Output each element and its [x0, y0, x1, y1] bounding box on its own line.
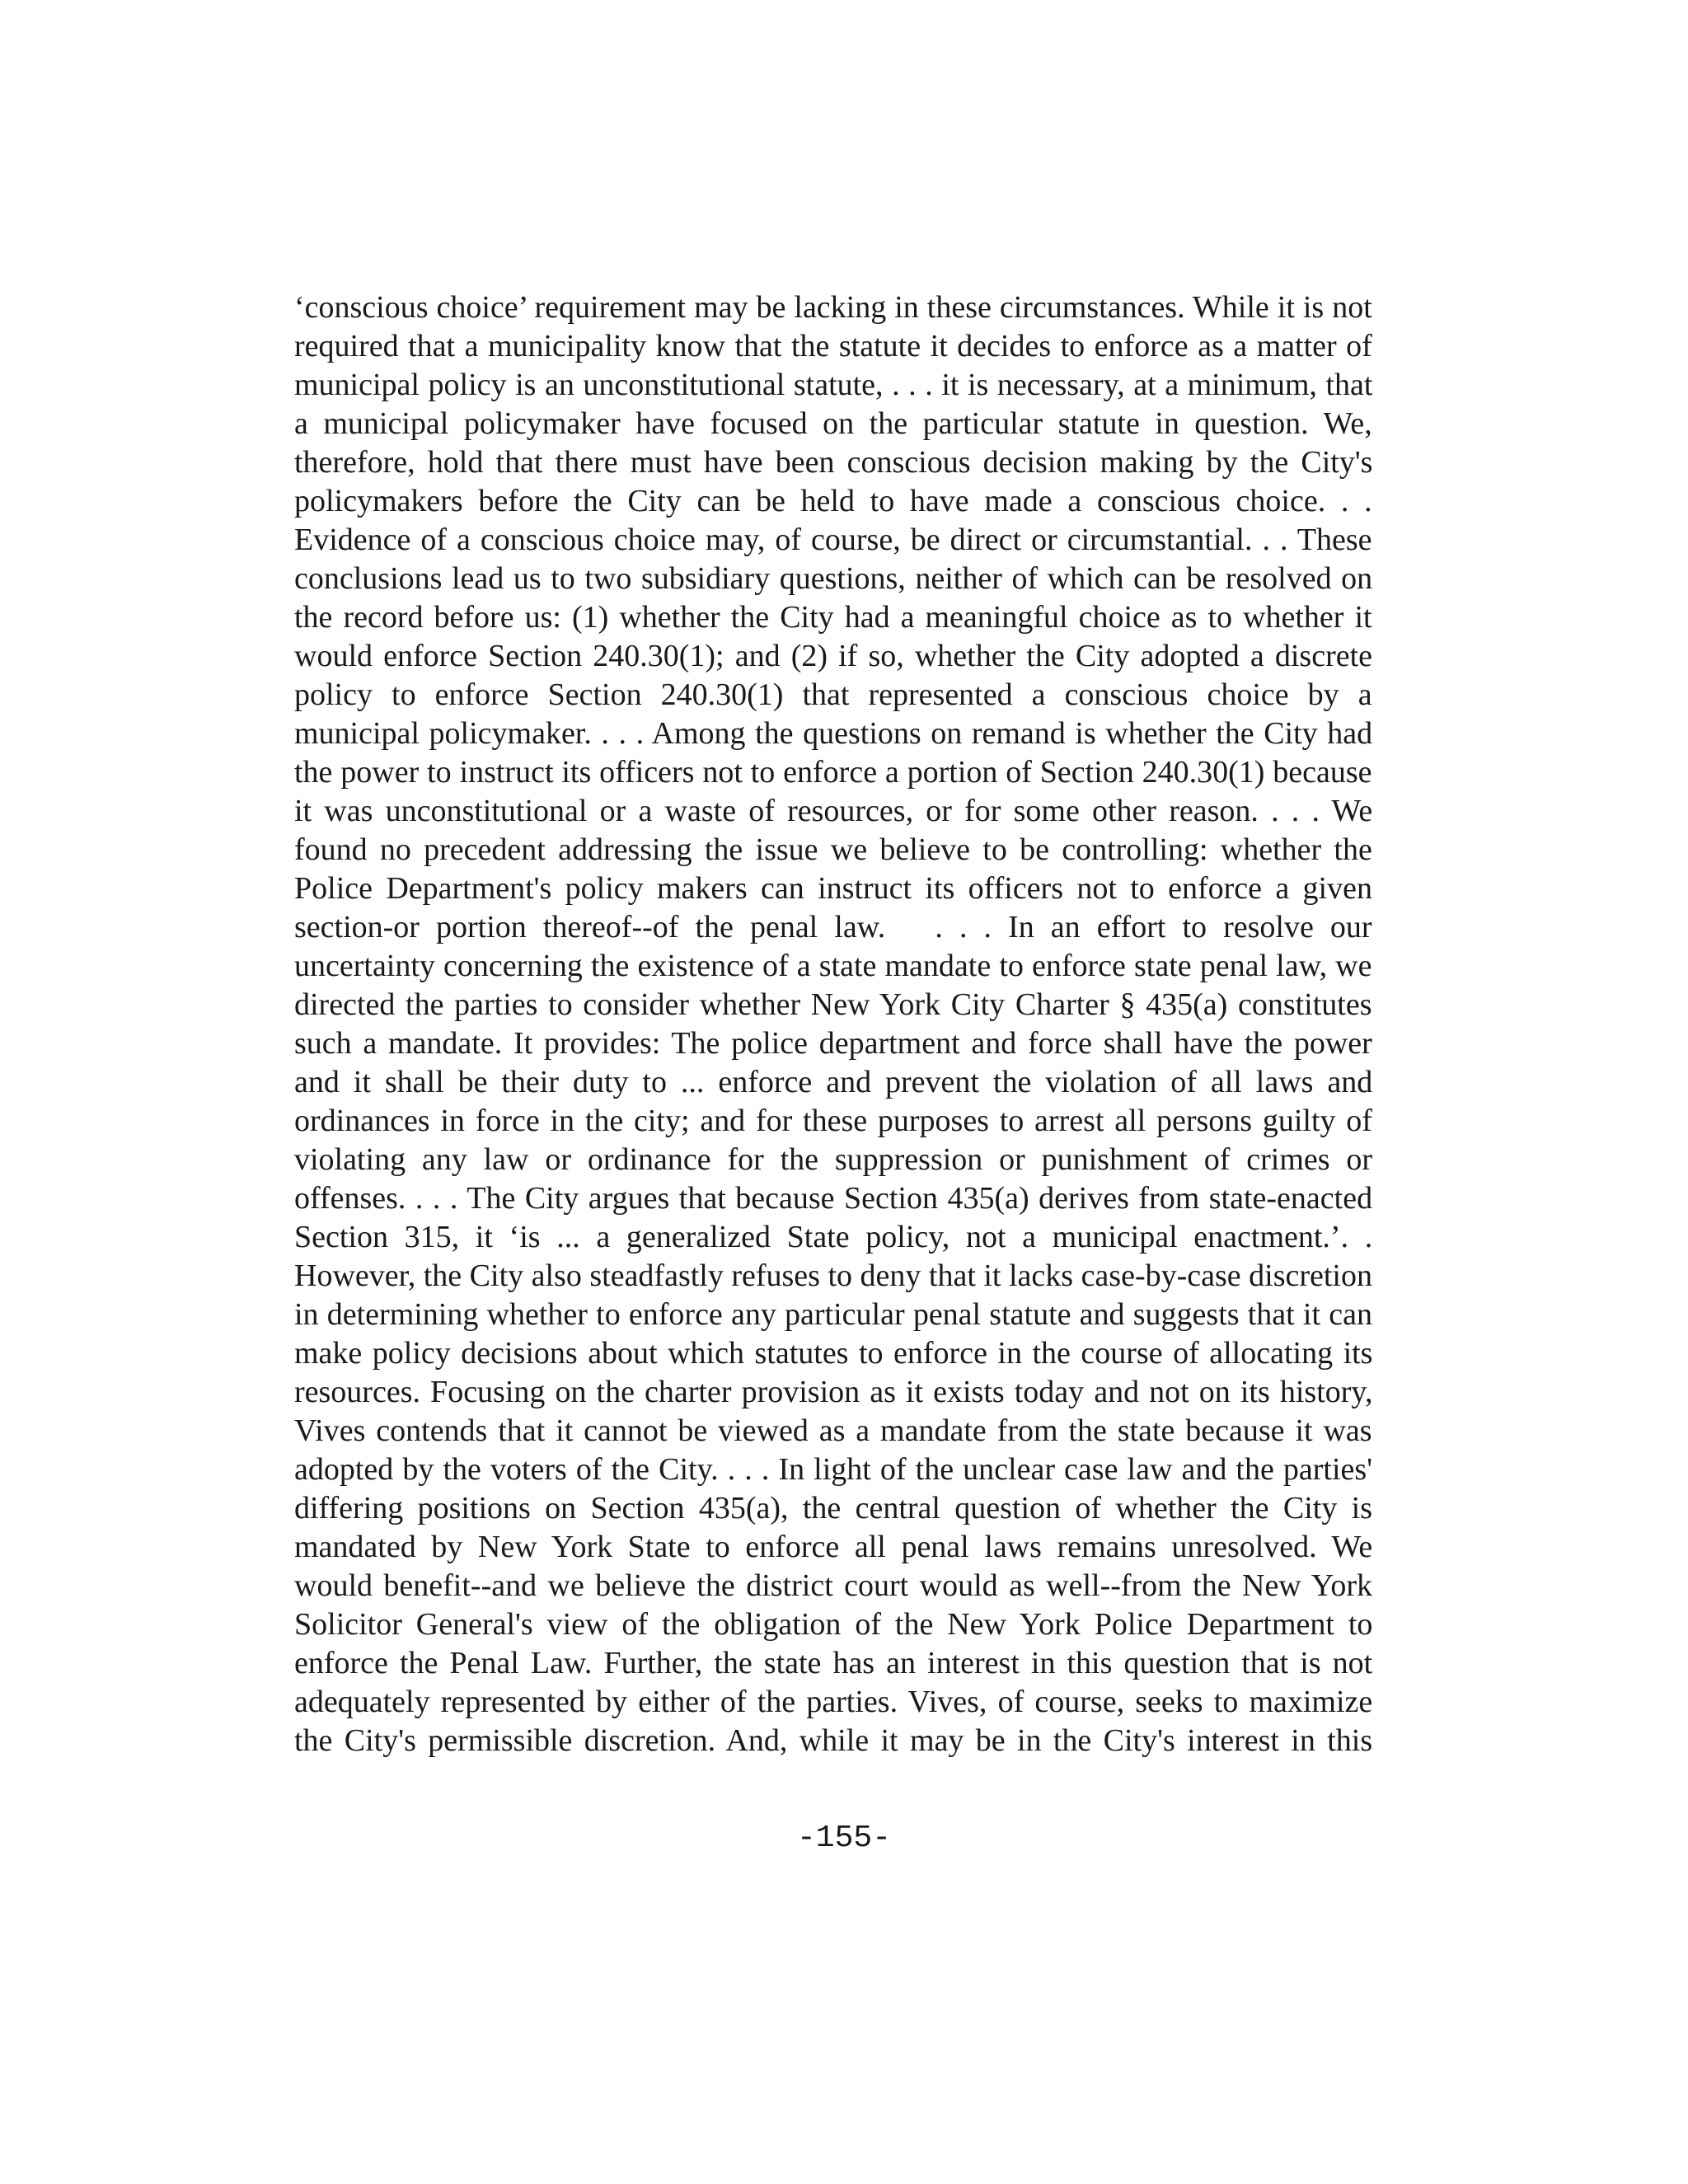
text-line: found no precedent addressing the issue we believe to be controlling: whether the: [294, 832, 1372, 867]
text-line: adopted by the voters of the City. . . . In light of the unclear case law and the parties': [294, 1452, 1373, 1487]
text-line: would enforce Section 240.30(1); and (2) if so, whether the City adopted a discrete: [294, 639, 1373, 673]
text-line: conclusions lead us to two subsidiary questions, neither of which can be resolved on: [294, 561, 1373, 596]
text-line: Vives contends that it cannot be viewed as a mandate from the state because it was: [294, 1413, 1372, 1448]
text-line: policymakers before the City can be held to have made a conscious choice. . .: [294, 484, 1372, 518]
text-line: enforce the Penal Law. Further, the state has an interest in this question that is not: [294, 1646, 1373, 1680]
text-line: the record before us: (1) whether the City had a meaningful choice as to whether it: [294, 600, 1372, 635]
text-line: a municipal policymaker have focused on the particular statute in question. We,: [294, 406, 1372, 441]
text-line: offenses. . . . The City argues that because Section 435(a) derives from state-enacted: [294, 1181, 1373, 1216]
text-line: policy to enforce Section 240.30(1) that represented a conscious choice by a: [294, 677, 1372, 712]
text-line: in determining whether to enforce any particular penal statute and suggests that it can: [294, 1297, 1372, 1332]
text-line: mandated by New York State to enforce all penal laws remains unresolved. We: [294, 1530, 1373, 1564]
text-line: municipal policy is an unconstitutional statute, . . . it is necessary, at a minimum, that: [294, 368, 1373, 402]
text-line: However, the City also steadfastly refuses to deny that it lacks case-by-case discretion: [294, 1258, 1372, 1293]
page-number: -155-: [796, 1821, 892, 1856]
text-line: such a mandate. It provides: The police department and force shall have the power: [294, 1026, 1372, 1061]
text-line: differing positions on Section 435(a), the central question of whether the City is: [294, 1491, 1372, 1526]
text-line: the power to instruct its officers not to enforce a portion of Section 240.30(1) because: [294, 755, 1372, 790]
text-line: Police Department's policy makers can instruct its officers not to enforce a given: [294, 871, 1372, 906]
text-line: Evidence of a conscious choice may, of course, be direct or circumstantial. . . These: [294, 523, 1372, 557]
text-line: directed the parties to consider whether New York City Charter § 435(a) constitutes: [294, 987, 1372, 1022]
text-line: adequately represented by either of the parties. Vives, of course, seeks to maximize: [294, 1685, 1373, 1719]
text-line: resources. Focusing on the charter provision as it exists today and not on its history,: [294, 1375, 1373, 1409]
text-line: required that a municipality know that the statute it decides to enforce as a matter of: [294, 329, 1372, 363]
text-line: the City's permissible discretion. And, while it may be in the City's interest in this: [294, 1723, 1373, 1758]
text-line: make policy decisions about which statutes to enforce in the course of allocating its: [294, 1336, 1373, 1371]
text-line: uncertainty concerning the existence of a state mandate to enforce state penal law, we: [294, 949, 1372, 983]
text-line: ‘conscious choice’ requirement may be lacking in these circumstances. While it is not: [294, 290, 1372, 325]
text-line: Solicitor General's view of the obligation of the New York Police Department to: [294, 1607, 1373, 1642]
text-line: violating any law or ordinance for the suppression or punishment of crimes or: [294, 1142, 1373, 1177]
text-line: would benefit--and we believe the district court would as well--from the New York: [294, 1568, 1373, 1603]
text-line: section-or portion thereof--of the penal law. . . . In an effort to resolve our: [294, 910, 1372, 944]
text-line: Section 315, it ‘is ... a generalized State policy, not a municipal enactment.’. .: [294, 1220, 1373, 1254]
text-line: ordinances in force in the city; and for these purposes to arrest all persons guilty of: [294, 1104, 1372, 1138]
body-text: [294, 288, 1372, 1760]
text-line: it was unconstitutional or a waste of resources, or for some other reason. . . . We: [294, 794, 1373, 828]
text-line: and it shall be their duty to ... enforce and prevent the violation of all laws and: [294, 1065, 1373, 1099]
text-line: therefore, hold that there must have been conscious decision making by the City's: [294, 445, 1373, 480]
text-line: municipal policymaker. . . . Among the questions on remand is whether the City had: [294, 716, 1373, 751]
